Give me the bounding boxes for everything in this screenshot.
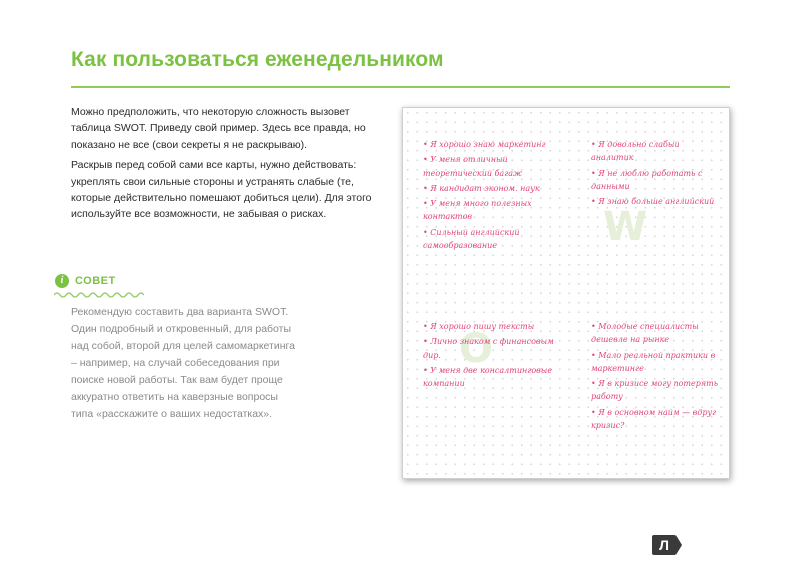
handwritten-item: • Я кандидат эконом. наук (423, 183, 540, 193)
tip-text: Рекомендую составить два варианта SWOT. Один подробный и откровенный, для работы над собой, второй для целей самомаркетинга – например, на случай собеседования при поиске новой работы. Так вам будет проще аккуратно ответить на каверзные вопросы типа «расскажите о ваших недостатках». (71, 306, 295, 420)
title-divider (71, 86, 730, 88)
handwritten-item: • Я в основном найм — вдруг кризис? (591, 407, 717, 431)
handwritten-item: • У меня много полезных контактов (423, 199, 532, 222)
handwritten-item: • Я не люблю работать с данными (591, 168, 703, 191)
wavy-divider (54, 291, 144, 299)
handwritten-item: • Молодые специалисты дешевле на рынке (591, 322, 699, 345)
intro-paragraph: Раскрыв перед собой сами все карты, нужно действовать: укреплять свои сильные стороны и устранять слабые (те, которые действительно помешают добиться цели). Для этого используйте все возможности, не забывая о рисках. (71, 159, 372, 221)
page-title: Как пользоваться еженедельником (71, 48, 444, 71)
intro-paragraph: Можно предположить, что некоторую сложность вызовет таблица SWOT. Приведу свой пример. Здесь все правда, но показано не все (свои секреты я не раскрываю). (71, 106, 366, 151)
handwritten-item: • У меня отличный теоретический багаж (423, 155, 523, 178)
handwritten-item: • У меня две консалтинговые компании (423, 365, 553, 389)
opportunities-list (423, 320, 573, 392)
handwritten-item: • Я хорошо знаю маркетинг (423, 140, 546, 149)
swot-watermark: W (603, 204, 648, 250)
handwritten-item: • Мало реальной практики в маркетинге (591, 350, 716, 373)
handwritten-item: • Я в кризисе могу потерять работу (591, 379, 719, 402)
handwritten-item: • Я хорошо пишу тексты (423, 322, 535, 331)
handwritten-item: • Я довольно слабый аналитик (591, 140, 680, 163)
swot-notebook-photo (402, 107, 730, 479)
publisher-logo: Л (652, 535, 676, 555)
tip-label: СОВЕТ (75, 275, 116, 287)
info-icon: i (55, 274, 69, 288)
strengths-list (423, 138, 573, 254)
threats-list (591, 320, 721, 434)
handwritten-item: • Я знаю больше английский (591, 197, 715, 207)
handwritten-item: • Сильный английский самообразование (423, 227, 520, 251)
swot-watermark: O (459, 326, 494, 372)
intro-text (71, 104, 391, 227)
weaknesses-list (591, 138, 721, 210)
handwritten-item: • Лично знаком с финансовым дир. (423, 337, 554, 360)
tip-header (55, 274, 116, 288)
